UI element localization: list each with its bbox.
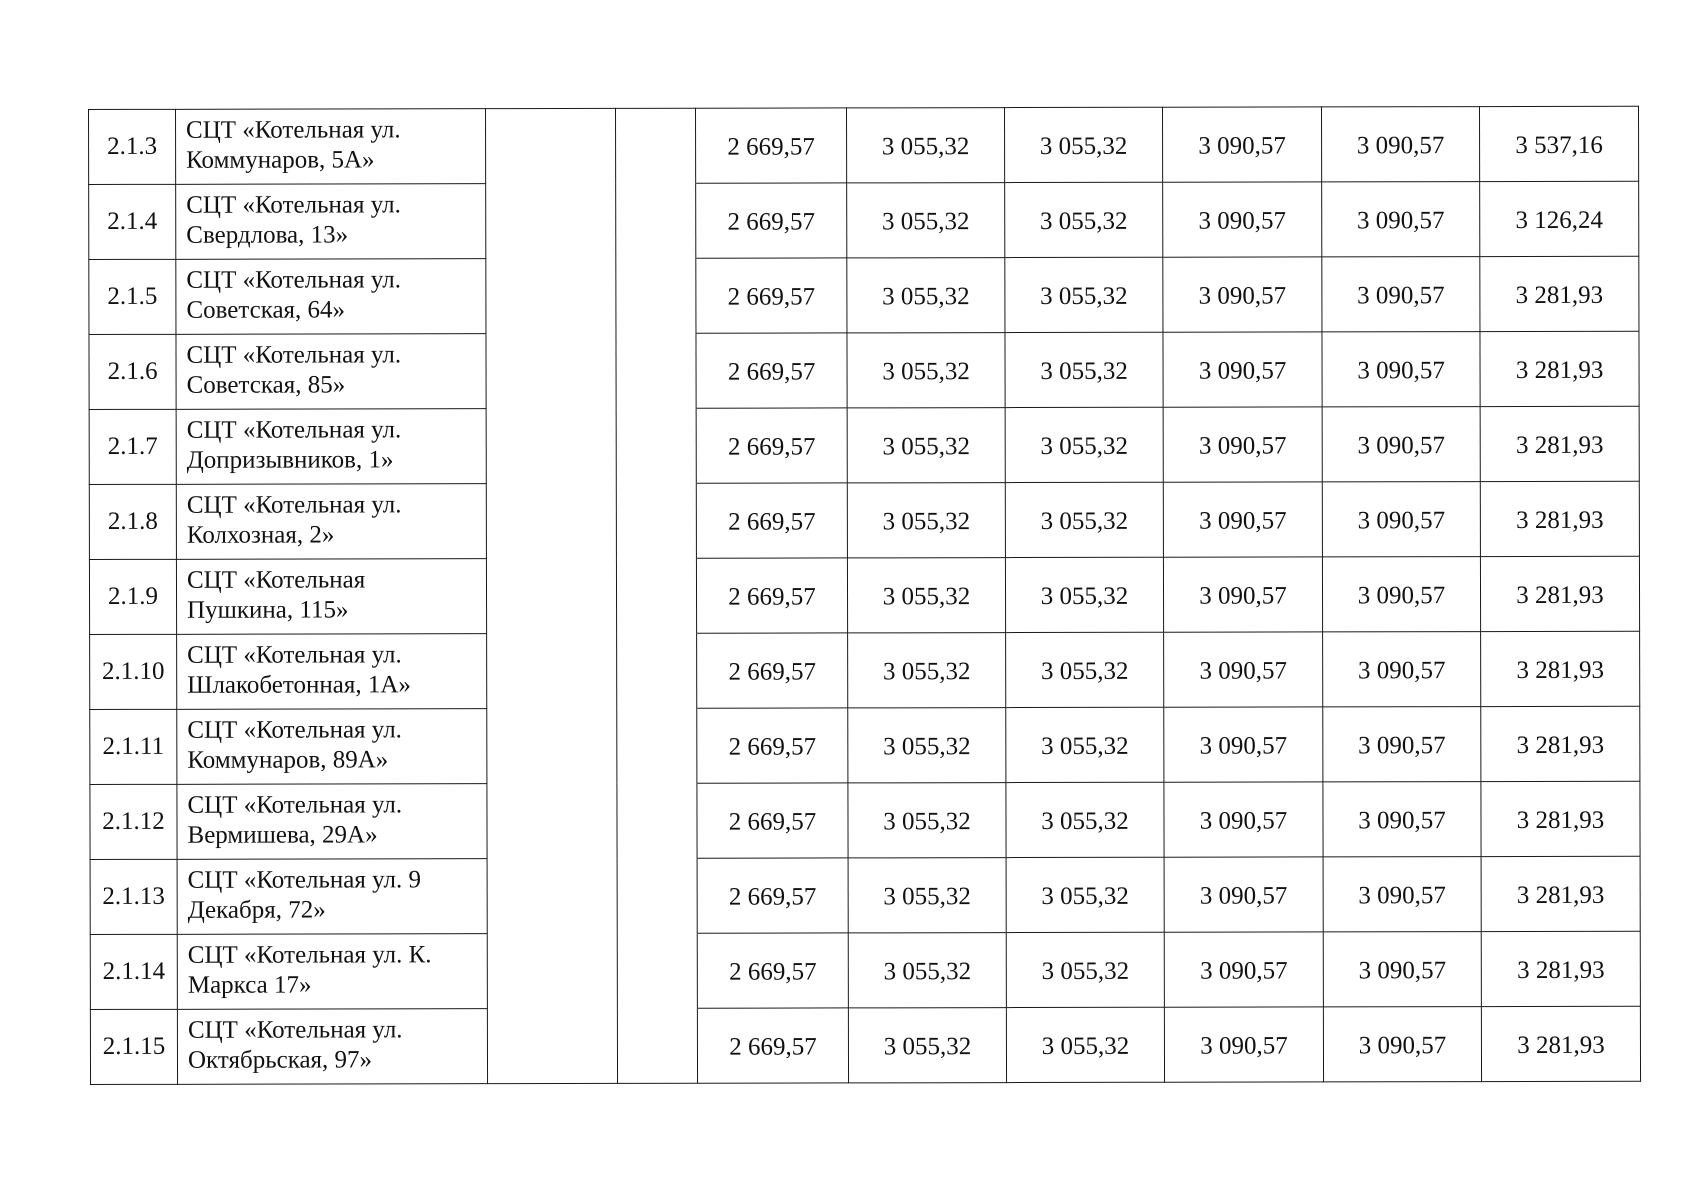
heat-source-name (176, 484, 486, 560)
tariff-value: 3 281,93 (1481, 931, 1640, 1006)
heat-source-name-line: Маркса 17» (187, 971, 312, 999)
table-row (90, 781, 1640, 859)
heat-source-name-line: СЦТ «Котельная ул. (186, 341, 402, 369)
tariff-value: 3 090,57 (1323, 857, 1481, 932)
tariff-value: 3 281,93 (1480, 481, 1639, 556)
tariff-value: 3 090,57 (1163, 332, 1322, 407)
merged-empty-cell (616, 408, 696, 483)
merged-empty-cell (617, 783, 697, 858)
heat-source-name-line: СЦТ «Котельная ул. (187, 716, 402, 744)
heat-source-name (177, 859, 487, 935)
row-number: 2.1.15 (90, 1009, 177, 1084)
heat-source-name-line: Пушкина, 115» (187, 596, 349, 624)
tariff-value: 3 090,57 (1321, 107, 1479, 182)
tariff-value: 3 055,32 (1004, 107, 1162, 182)
tariff-value: 3 281,93 (1480, 331, 1639, 406)
tariff-value: 3 090,57 (1163, 407, 1322, 482)
merged-empty-cell (486, 333, 616, 408)
tariff-value: 3 090,57 (1163, 182, 1322, 257)
tariff-value: 3 090,57 (1322, 332, 1480, 407)
heat-source-name-line: СЦТ «Котельная ул. 9 (187, 866, 422, 894)
tariff-value: 3 055,32 (1006, 782, 1164, 857)
tariff-value: 3 055,32 (848, 933, 1006, 1008)
heat-source-name-line: Шлакобетонная, 1А» (187, 671, 411, 699)
tariff-value: 3 055,32 (847, 408, 1005, 483)
tariff-value: 3 090,57 (1164, 857, 1323, 932)
merged-empty-cell (487, 1008, 617, 1083)
heat-source-name (176, 334, 486, 410)
tariff-value: 3 055,32 (848, 783, 1006, 858)
row-number: 2.1.13 (90, 859, 177, 934)
tariff-value: 3 090,57 (1322, 182, 1480, 257)
tariff-value: 3 090,57 (1323, 932, 1481, 1007)
merged-empty-cell (486, 108, 616, 183)
row-number: 2.1.12 (90, 784, 177, 859)
merged-empty-cell (617, 708, 697, 783)
heat-source-name (177, 634, 487, 710)
table-row (90, 931, 1640, 1009)
tariff-value: 3 055,32 (847, 558, 1005, 633)
tariff-value: 3 281,93 (1481, 1006, 1640, 1081)
tariff-value: 3 055,32 (1006, 1007, 1164, 1082)
tariff-value: 3 281,93 (1481, 706, 1640, 781)
tariff-value: 3 055,32 (1006, 932, 1164, 1007)
heat-source-name-line: СЦТ «Котельная ул. (186, 266, 401, 294)
merged-empty-cell (487, 783, 617, 858)
merged-empty-cell (616, 483, 696, 558)
tariff-value: 3 281,93 (1480, 556, 1639, 631)
heat-source-name-line: Колхозная, 2» (186, 521, 335, 549)
heat-source-name (177, 709, 487, 785)
tariff-value: 3 090,57 (1322, 257, 1480, 332)
table-row (90, 1006, 1640, 1084)
tariff-value: 3 537,16 (1479, 106, 1638, 181)
tariff-value: 2 669,57 (696, 408, 847, 483)
heat-source-name (176, 559, 486, 635)
merged-empty-cell (617, 1008, 697, 1083)
heat-source-name-line: СЦТ «Котельная ул. (186, 191, 401, 219)
tariff-value: 3 090,57 (1323, 707, 1481, 782)
heat-source-name (176, 184, 486, 260)
row-number: 2.1.6 (89, 334, 176, 409)
table-body (89, 106, 1641, 1084)
tariff-value: 3 055,32 (1005, 182, 1163, 257)
tariff-value: 3 090,57 (1163, 257, 1322, 332)
tariff-value: 3 281,93 (1480, 406, 1639, 481)
table-row (89, 556, 1639, 634)
tariff-value: 3 281,93 (1480, 256, 1639, 331)
row-number: 2.1.11 (90, 709, 177, 784)
row-number: 2.1.9 (89, 559, 176, 634)
tariff-value: 2 669,57 (695, 108, 846, 183)
row-number: 2.1.4 (89, 184, 176, 259)
heat-source-name (176, 259, 486, 335)
merged-empty-cell (487, 858, 617, 933)
table-row (89, 181, 1639, 259)
table-row (89, 406, 1639, 484)
tariff-value: 3 090,57 (1164, 632, 1323, 707)
heat-source-name-line: Советская, 85» (186, 371, 346, 399)
tariff-value: 2 669,57 (696, 558, 847, 633)
heat-source-name-line: СЦТ «Котельная ул. (187, 1016, 403, 1044)
tariff-value: 2 669,57 (696, 258, 847, 333)
tariff-value: 2 669,57 (697, 708, 848, 783)
merged-empty-cell (486, 258, 616, 333)
tariff-value: 3 055,32 (848, 1008, 1006, 1083)
merged-empty-cell (486, 408, 616, 483)
tariff-value: 2 669,57 (697, 783, 848, 858)
row-number: 2.1.14 (90, 934, 177, 1009)
heat-source-name-line: Допризывников, 1» (186, 446, 394, 474)
tariff-value: 3 055,32 (846, 108, 1004, 183)
heat-source-name-line: СЦТ «Котельная ул. (186, 416, 402, 444)
heat-source-name-line: СЦТ «Котельная ул. (187, 641, 402, 669)
tariff-value: 3 055,32 (1006, 707, 1164, 782)
merged-empty-cell (616, 183, 696, 258)
merged-empty-cell (616, 258, 696, 333)
tariff-value: 3 055,32 (1005, 257, 1163, 332)
tariff-value: 3 055,32 (1005, 482, 1163, 557)
heat-source-name (176, 109, 486, 185)
row-number: 2.1.8 (89, 484, 176, 559)
heat-source-name-line: СЦТ «Котельная ул. (186, 116, 401, 144)
table-row (90, 856, 1640, 934)
tariff-value: 2 669,57 (696, 483, 847, 558)
heat-source-name (177, 784, 487, 860)
tariff-value: 3 090,57 (1323, 632, 1481, 707)
tariff-value: 3 055,32 (848, 633, 1006, 708)
tariff-value: 3 090,57 (1162, 107, 1321, 182)
heat-source-name-line: Вермишева, 29А» (187, 821, 378, 849)
merged-empty-cell (616, 558, 696, 633)
heat-source-name-line: СЦТ «Котельная (186, 566, 366, 594)
tariff-value: 3 090,57 (1163, 557, 1322, 632)
tariff-value: 3 090,57 (1163, 482, 1322, 557)
table-row (90, 631, 1640, 709)
tariff-value: 3 055,32 (847, 333, 1005, 408)
table-row (89, 256, 1639, 334)
row-number: 2.1.5 (89, 259, 176, 334)
merged-empty-cell (487, 933, 617, 1008)
table-row (90, 706, 1640, 784)
tariff-value: 3 055,32 (848, 708, 1006, 783)
tariff-value: 3 055,32 (1005, 332, 1163, 407)
heat-source-name-line: Советская, 64» (186, 296, 346, 324)
tariff-value: 3 055,32 (847, 258, 1005, 333)
tariff-value: 3 090,57 (1322, 407, 1480, 482)
tariff-value: 3 090,57 (1322, 557, 1480, 632)
heat-source-name-line: Октябрьская, 97» (187, 1046, 373, 1074)
heat-source-name (176, 409, 486, 485)
tariff-value: 3 090,57 (1164, 782, 1323, 857)
tariff-value: 3 090,57 (1323, 782, 1481, 857)
tariff-value: 3 281,93 (1481, 781, 1640, 856)
heat-source-name-line: СЦТ «Котельная ул. (186, 491, 402, 519)
merged-empty-cell (487, 633, 617, 708)
tariff-value: 3 090,57 (1164, 707, 1323, 782)
merged-empty-cell (617, 858, 697, 933)
tariff-value: 3 055,32 (847, 183, 1005, 258)
merged-empty-cell (616, 333, 696, 408)
tariff-value: 3 090,57 (1322, 482, 1480, 557)
merged-empty-cell (486, 558, 616, 633)
tariff-value: 3 126,24 (1480, 181, 1639, 256)
tariff-value: 3 090,57 (1164, 932, 1323, 1007)
heat-source-name-line: Коммунаров, 89А» (187, 746, 389, 774)
tariff-value: 3 055,32 (1006, 857, 1164, 932)
merged-empty-cell (487, 708, 617, 783)
tariff-value: 3 090,57 (1164, 1007, 1323, 1082)
heat-source-name-line: СЦТ «Котельная ул. (187, 791, 403, 819)
heat-source-name-line: СЦТ «Котельная ул. К. (187, 941, 432, 969)
tariff-value: 2 669,57 (696, 333, 847, 408)
tariff-value: 3 055,32 (847, 483, 1005, 558)
tariff-value: 2 669,57 (697, 933, 848, 1008)
heat-source-name-line: Коммунаров, 5А» (186, 146, 375, 174)
tariff-value: 2 669,57 (697, 858, 848, 933)
heat-source-name-line: Свердлова, 13» (186, 221, 349, 249)
tariff-value: 3 281,93 (1481, 631, 1640, 706)
row-number: 2.1.10 (90, 634, 177, 709)
tariff-value: 3 055,32 (1006, 632, 1164, 707)
tariff-value: 2 669,57 (696, 183, 847, 258)
tariff-value: 3 055,32 (848, 858, 1006, 933)
table-row (89, 106, 1639, 184)
merged-empty-cell (615, 108, 695, 183)
tariff-value: 2 669,57 (697, 633, 848, 708)
table-row (89, 331, 1639, 409)
merged-empty-cell (486, 183, 616, 258)
tariff-table (88, 106, 1641, 1085)
heat-source-name (177, 1009, 487, 1085)
tariff-value: 3 055,32 (1005, 407, 1163, 482)
row-number: 2.1.3 (89, 109, 176, 184)
tariff-value: 3 281,93 (1481, 856, 1640, 931)
heat-source-name-line: Декабря, 72» (187, 896, 326, 924)
tariff-value: 3 090,57 (1323, 1007, 1481, 1082)
merged-empty-cell (617, 633, 697, 708)
tariff-value: 3 055,32 (1005, 557, 1163, 632)
heat-source-name (177, 934, 487, 1010)
merged-empty-cell (486, 483, 616, 558)
table-row (89, 481, 1639, 559)
merged-empty-cell (617, 933, 697, 1008)
row-number: 2.1.7 (89, 409, 176, 484)
tariff-value: 2 669,57 (697, 1008, 848, 1083)
